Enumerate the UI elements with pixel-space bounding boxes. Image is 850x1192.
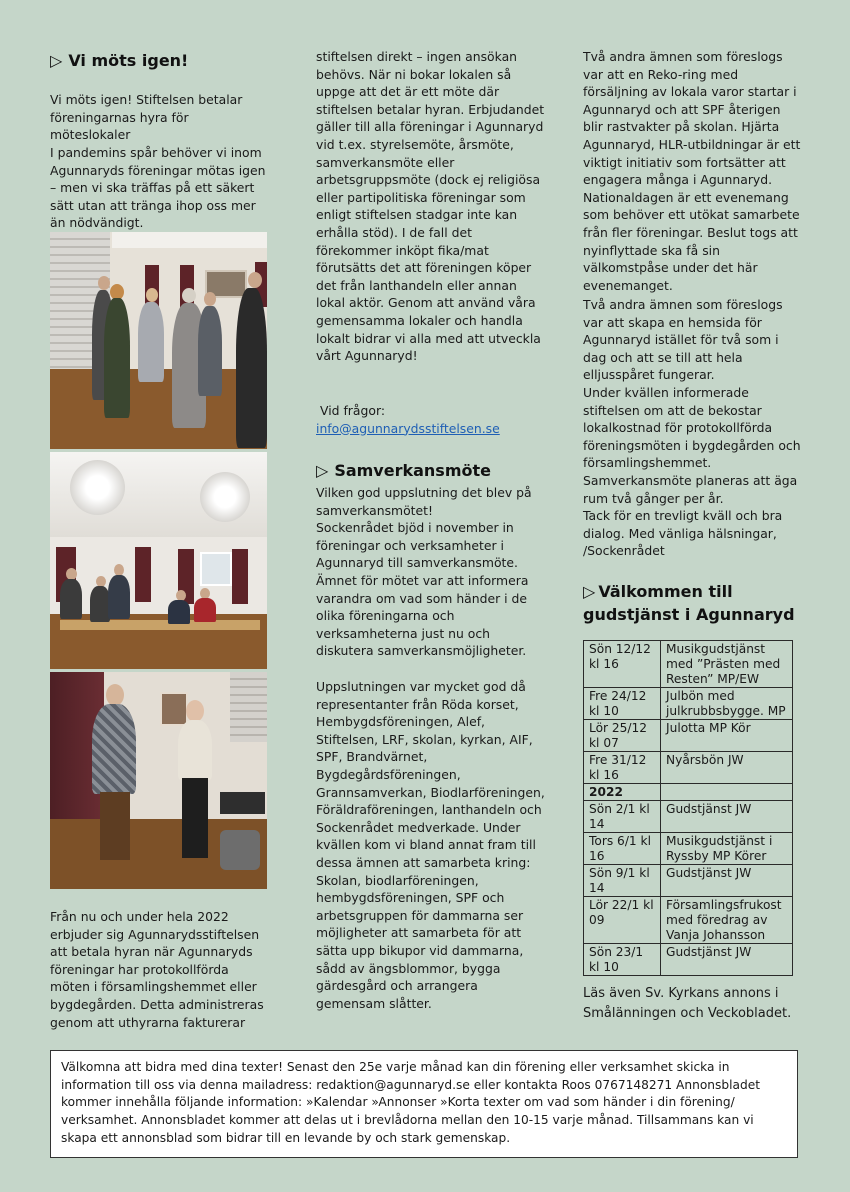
heading-samverkansmote <box>316 460 546 481</box>
schedule-row <box>584 833 793 865</box>
heading-text: Vi möts igen! <box>68 51 189 70</box>
schedule-event: Församlingsfrukost med föredrag av Vanja Johansson <box>661 897 793 944</box>
schedule-row <box>584 944 793 976</box>
schedule-row <box>584 897 793 944</box>
schedule-row <box>584 801 793 833</box>
rent-offer-continued-paragraph: stiftelsen direkt – ingen ansökan behövs. När ni bokar lokalen så uppge att det är ett möte där stiftelsen betalar hyran. Erbjudandet gäller till alla föreningar i Agunnaryd vid t.ex. styrelsemöte, årsmöte, samverkansmöte eller arbetsgruppsmöte (dock ej religiösa eller partipolitiska föreningar som enligt stiftelsen stadgar inte kan erhålla stöd). I de fall det förekommer inköpt fika/mat förutsätts det att föreningen köper det från lanthandeln eller annan lokal aktör. Genom att använd våra gemensamma lokaler och handla lokalt bidrar vi alla med att utveckla vårt Agunnaryd! <box>316 49 545 364</box>
pandemic-paragraph: I pandemins spår behöver vi inom Agunnaryds föreningar mötas igen – men vi ska träffas på ett säkert sätt utan att tränga ihop oss mer än nödvändigt. <box>50 145 266 231</box>
schedule-event: Nyårsbön JW <box>661 752 793 784</box>
service-schedule-table <box>583 640 793 976</box>
schedule-event: Gudstjänst JW <box>661 801 793 833</box>
schedule-row <box>584 641 793 688</box>
schedule-date: Fre 31/12 kl 16 <box>584 752 661 784</box>
topics-paragraph-2: Två andra ämnen som föreslogs var att skapa en hemsida för Agunnaryd istället för två som i dag och att se till att hela elljusspåret fungerar. <box>583 297 783 383</box>
schedule-date: Sön 9/1 kl 14 <box>584 865 661 897</box>
schedule-date: Lör 25/12 kl 07 <box>584 720 661 752</box>
schedule-row <box>584 865 793 897</box>
heading-text: Välkommen till gudstjänst i Agunnaryd <box>583 582 795 624</box>
stiftelsen-info-paragraph: Under kvällen informerade stiftelsen om att de bekostar lokalkostnad för protokollförda föreningsmöten i bygdegården och församlingshemmet. <box>583 384 801 471</box>
triangle-right-icon: ▷ <box>50 51 63 70</box>
email-link[interactable]: info@agunnarydsstiftelsen.se <box>316 420 500 436</box>
topics-paragraph-1: Två andra ämnen som föreslogs var att en Reko-ring med försäljning av lokala varor startar i Agunnaryd och att SPF återigen blir rastvakter på skolan. Hjärta Agunnaryd, HLR-utbildningar är ett viktigt initiativ som fortsätter att engagera många i Agunnaryd. <box>583 49 801 188</box>
collaboration-paragraph: Skolan, biodlarföreningen, hembygdsföreningen, SPF och arbetsgruppen för dammarna ser möjligheter att samarbeta för att sätta upp bikupor vid dammarna, sådd av ängsblommor, bygga gärdesgård och arrangera gemensam slåtter. <box>316 872 524 1011</box>
schedule-date: Sön 12/12 kl 16 <box>584 641 661 688</box>
triangle-right-icon: ▷ <box>316 461 329 480</box>
heading-vi-mots-igen <box>50 50 270 71</box>
see-also-paragraph: Läs även Sv. Kyrkans annons i Smålänningen och Veckobladet. <box>583 986 792 1021</box>
questions-label: Vid frågor: <box>320 403 385 418</box>
meeting-frequency-paragraph: Samverkansmöte planeras att äga rum två gånger per år. <box>583 472 798 506</box>
thanks-paragraph: Tack för en trevligt kväll och bra dialog. Med vänliga hälsningar, /Sockenrådet <box>583 508 783 559</box>
heading-gudstjanst <box>583 580 803 626</box>
nationaldagen-paragraph: Nationaldagen är ett evenemang som behöver ett utökat samarbete från fler föreningar. Beslut togs att nyinflyttade ska få sin välkomstpåse under det här evenemanget. <box>583 189 800 293</box>
schedule-event: Musikgudstjänst i Ryssby MP Körer <box>661 833 793 865</box>
schedule-date: Sön 23/1 kl 10 <box>584 944 661 976</box>
schedule-event: Julotta MP Kör <box>661 720 793 752</box>
schedule-event: Musikgudstjänst med ”Prästen med Resten” MP/EW <box>661 641 793 688</box>
rent-offer-paragraph: Från nu och under hela 2022 erbjuder sig Agunnarydsstiftelsen att betala hyran när Agunnaryds föreningar har protokollförda möten i församlingshemmet eller bygdegården. Detta administreras genom att uthyrarna fakturerar <box>50 909 264 1030</box>
schedule-date: 2022 <box>584 784 661 801</box>
schedule-date: Tors 6/1 kl 16 <box>584 833 661 865</box>
triangle-right-icon: ▷ <box>583 582 596 601</box>
schedule-event: Julbön med julkrubbsbygge. MP <box>661 688 793 720</box>
schedule-date: Lör 22/1 kl 09 <box>584 897 661 944</box>
schedule-row <box>584 720 793 752</box>
attendance-paragraph: Uppslutningen var mycket god då representanter från Röda korset, Hembygdsföreningen, Alef, Stiftelsen, LRF, skolan, kyrkan, AIF, SPF, Brandvärnet, Bygdegårdsföreningen, Grannsamverkan, Biodlarföreningen, Föräldraföreningen, lanthandeln och Sockenrådet medverkade. Under kvällen kom vi bland annat fram till dessa ämnen att samarbeta kring: <box>316 679 545 870</box>
schedule-event <box>661 784 793 801</box>
contribution-info-box <box>50 1050 798 1158</box>
schedule-year-row <box>584 784 793 801</box>
meeting-photo-1 <box>50 232 267 449</box>
schedule-row <box>584 752 793 784</box>
samverkan-intro-paragraph: Vilken god uppslutning det blev på samverkansmötet! <box>316 485 532 518</box>
heading-text: Samverkansmöte <box>334 461 491 480</box>
intro-paragraph: Vi möts igen! Stiftelsen betalar föreningarnas hyra för möteslokaler <box>50 92 243 143</box>
schedule-row <box>584 688 793 720</box>
samverkan-invite-paragraph: Sockenrådet bjöd i november in föreningar och verksamheter i Agunnaryd till samverkansmöte. Ämnet för mötet var att informera varandra om vad som händer i de olika föreningarna och verksamheterna just nu och diskutera samverkansmöjligheter. <box>316 520 529 659</box>
schedule-event: Gudstjänst JW <box>661 865 793 897</box>
schedule-event: Gudstjänst JW <box>661 944 793 976</box>
schedule-date: Sön 2/1 kl 14 <box>584 801 661 833</box>
contribution-info-text: Välkomna att bidra med dina texter! Senast den 25e varje månad kan din förening eller verksamhet skicka in information till oss via denna mailadress: redaktion@agunnaryd.se eller kontakta Roos 0767148271 Annonsbladet kommer innehålla följande information: »Kalendar »Annonser »Korta texter om vad som händer i din förening/ verksamhet. Annonsbladet kommer att delas ut i brevlådorna mellan den 10-15 varje månad. Tillsammans kan vi skapa ett annonsblad som bidrar till en levande by och stark gemenskap. <box>61 1060 760 1145</box>
schedule-date: Fre 24/12 kl 10 <box>584 688 661 720</box>
meeting-photo-2 <box>50 452 267 669</box>
meeting-photo-3 <box>50 672 267 889</box>
